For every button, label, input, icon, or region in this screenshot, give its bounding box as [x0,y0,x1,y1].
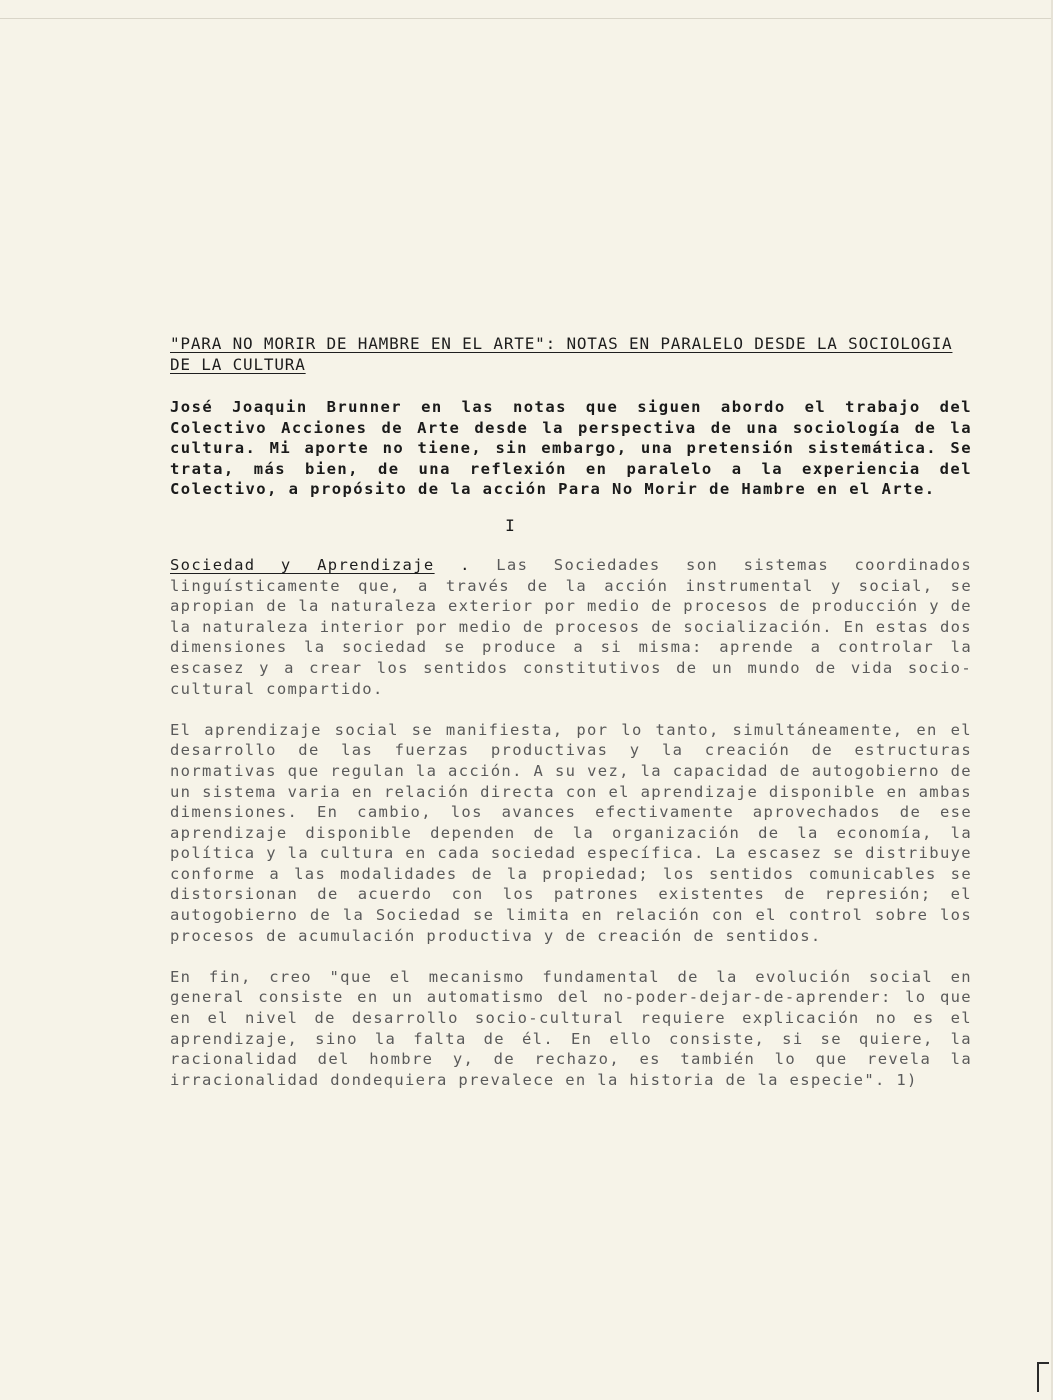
document-body [170,333,972,1111]
paper-top-edge [0,18,1053,19]
paragraph-2: El aprendizaje social se manifiesta, por lo tanto, simultáneamente, en el desarrollo de las fuerzas productivas y la creación de estructuras normativas que regulan la acción. A su vez, la capacidad de autogobierno de un sistema varia en relación directa con el aprendizaje disponible en ambas dimensiones. En cambio, los avances efectivamente aprovechados de ese aprendizaje disponible dependen de la organización de la economía, la política y la cultura en cada sociedad específica. La escasez se distribuye conforme a las modalidades de la propiedad; los sentidos comunicables se distorsionan de acuerdo con los patrones existentes de represión; el autogobierno de la Sociedad se limita en relación con el control sobre los procesos de acumulación productiva y de creación de sentidos. [170,720,972,945]
intro-paragraph: José Joaquin Brunner en las notas que siguen abordo el trabajo del Colectivo Acciones de Arte desde la perspectiva de una sociología de la cultura. Mi aporte no tiene, sin embargo, una pretensión sistemática. Se trata, más bien, de una reflexión en paralelo a la experiencia del Colectivo, a propósito de la acción Para No Morir de Hambre en el Arte. [170,398,972,499]
paragraph-1-text: Las Sociedades son sistemas coordinados linguísticamente que, a través de la acción instrumental y social, se apropian de la naturaleza exterior por medio de procesos de producción y de la naturaleza interior por medio de procesos de socialización. En estas dos dimensiones la sociedad se produce a si misma: aprende a controlar la escasez y a crear los sentidos constitutivos de un mundo de vida socio-cultural compartido. [170,555,973,698]
section-numeral: I [505,515,515,535]
paragraph-1 [170,555,972,699]
document-title: "PARA NO MORIR DE HAMBRE EN EL ARTE": NOTAS EN PARALELO DESDE LA SOCIOLOGIA DE LA CULTURA [170,334,953,374]
paragraph-3: En fin, creo "que el mecanismo fundamental de la evolución social en general consiste en un automatismo del no-poder-dejar-de-aprender: lo que en el nivel de desarrollo socio-cultural requiere explicación no es el aprendizaje, sino la falta de él. En ello consiste, si se quiere, la racionalidad del hombre y, de rechazo, es también lo que revela la irracionalidad dondequiera prevalece en la historia de la especie". 1) [170,967,972,1089]
corner-crop-mark [1037,1362,1049,1392]
section-heading: Sociedad y Aprendizaje [170,555,435,574]
section-heading-separator: . [434,555,497,574]
